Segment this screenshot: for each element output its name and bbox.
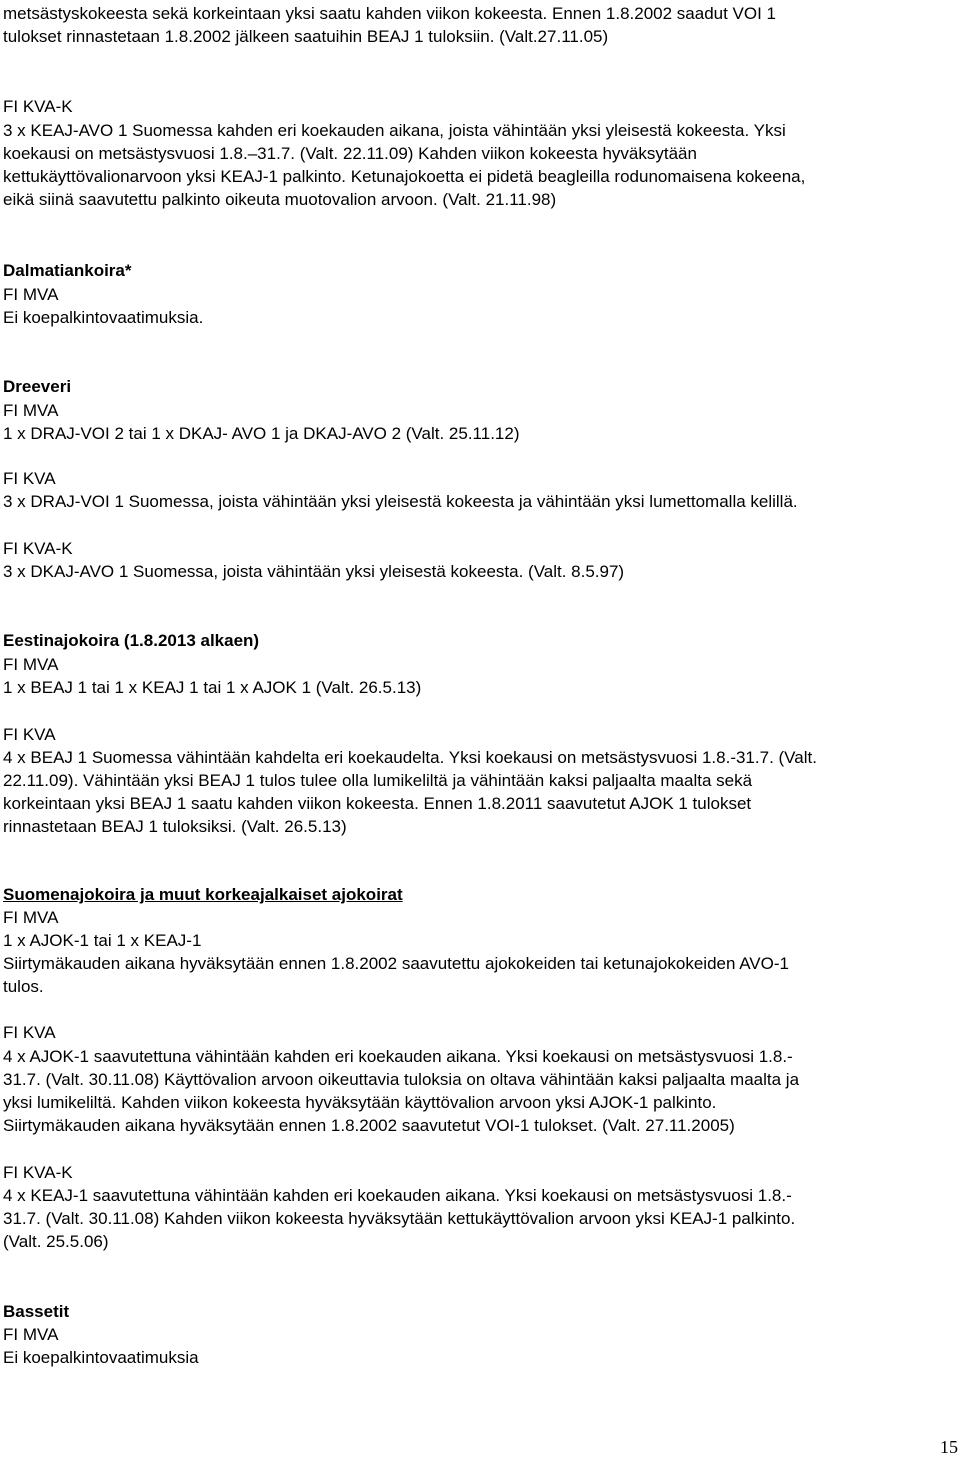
title-label: FI KVA xyxy=(3,469,56,488)
text-line: Siirtymäkauden aikana hyväksytään ennen 1.8.2002 saavutetut VOI-1 tulokset. (Valt. 27.11.2005) xyxy=(3,1116,735,1135)
title-label: FI KVA xyxy=(3,1023,56,1042)
text-line: 1 x BEAJ 1 tai 1 x KEAJ 1 tai 1 x AJOK 1 (Valt. 26.5.13) xyxy=(3,678,422,697)
title-label: FI MVA xyxy=(3,401,59,420)
title-label: FI MVA xyxy=(3,908,59,927)
text-line: Siirtymäkauden aikana hyväksytään ennen 1.8.2002 saavutettu ajokokeiden tai ketunajokokeiden AVO-1 xyxy=(3,954,789,973)
text-line: 4 x AJOK-1 saavutettuna vähintään kahden eri koekauden aikana. Yksi koekausi on metsästysvuosi 1.8.- xyxy=(3,1047,793,1066)
text-line: tulos. xyxy=(3,977,44,996)
text-line: (Valt. 25.5.06) xyxy=(3,1232,109,1251)
breed-heading: Dreeveri xyxy=(3,377,72,396)
text-line: 1 x AJOK-1 tai 1 x KEAJ-1 xyxy=(3,931,202,950)
text-line: yksi lumikeliltä. Kahden viikon kokeesta hyväksytään käyttövalion arvoon yksi AJOK-1 palkinto. xyxy=(3,1093,717,1112)
text-line: Ei koepalkintovaatimuksia xyxy=(3,1348,199,1367)
text-line: korkeintaan yksi BEAJ 1 saatu kahden viikon kokeesta. Ennen 1.8.2011 saavutetut AJOK 1 tulokset xyxy=(3,794,752,813)
title-label: FI MVA xyxy=(3,655,59,674)
page-number: 15 xyxy=(940,1437,958,1457)
text-line: tulokset rinnastetaan 1.8.2002 jälkeen saatuihin BEAJ 1 tuloksiin. (Valt.27.11.05) xyxy=(3,27,609,46)
text-line: 31.7. (Valt. 30.11.08) Kahden viikon kokeesta hyväksytään kettukäyttövalion arvoon yksi KEAJ-1 palkinto. xyxy=(3,1209,796,1228)
title-label: FI KVA-K xyxy=(3,1163,73,1182)
title-label: FI MVA xyxy=(3,1325,59,1344)
title-label: FI MVA xyxy=(3,285,59,304)
text-line: 3 x DRAJ-VOI 1 Suomessa, joista vähintään yksi yleisestä kokeesta ja vähintään yksi lumettomalla kelillä. xyxy=(3,492,798,511)
text-line: koekausi on metsästysvuosi 1.8.–31.7. (Valt. 22.11.09) Kahden viikon kokeesta hyväksytään xyxy=(3,144,697,163)
text-line: 4 x BEAJ 1 Suomessa vähintään kahdelta eri koekaudelta. Yksi koekausi on metsästysvuosi 1.8.-31.7. (Valt. xyxy=(3,748,817,767)
text-line: 1 x DRAJ-VOI 2 tai 1 x DKAJ- AVO 1 ja DKAJ-AVO 2 (Valt. 25.11.12) xyxy=(3,424,520,443)
text-line: eikä siinä saavutettu palkinto oikeuta muotovalion arvoon. (Valt. 21.11.98) xyxy=(3,190,557,209)
breed-heading: Suomenajokoira ja muut korkeajalkaiset ajokoirat xyxy=(3,885,403,904)
title-label: FI KVA-K xyxy=(3,539,73,558)
title-label: FI KVA xyxy=(3,725,56,744)
text-line: 4 x KEAJ-1 saavutettuna vähintään kahden eri koekauden aikana. Yksi koekausi on metsästysvuosi 1.8.- xyxy=(3,1186,792,1205)
text-line: 3 x DKAJ-AVO 1 Suomessa, joista vähintään yksi yleisestä kokeesta. (Valt. 8.5.97) xyxy=(3,562,625,581)
text-line: 31.7. (Valt. 30.11.08) Käyttövalion arvoon oikeuttavia tuloksia on oltava vähintään kaksi paljaalta maalta ja xyxy=(3,1070,800,1089)
text-line: metsästyskokeesta sekä korkeintaan yksi saatu kahden viikon kokeesta. Ennen 1.8.2002 saadut VOI 1 xyxy=(3,4,777,23)
text-line: kettukäyttövalionarvoon yksi KEAJ-1 palkinto. Ketunajokoetta ei pidetä beagleilla rodunomaisena kokeena, xyxy=(3,167,806,186)
breed-heading: Bassetit xyxy=(3,1302,70,1321)
text-line: rinnastetaan BEAJ 1 tuloksiksi. (Valt. 26.5.13) xyxy=(3,817,347,836)
text-line: Ei koepalkintovaatimuksia. xyxy=(3,308,204,327)
breed-heading: Eestinajokoira (1.8.2013 alkaen) xyxy=(3,631,260,650)
breed-heading: Dalmatiankoira* xyxy=(3,261,132,280)
text-line: 3 x KEAJ-AVO 1 Suomessa kahden eri koekauden aikana, joista vähintään yksi yleisestä kokeesta. Yksi xyxy=(3,121,786,140)
text-line: 22.11.09). Vähintään yksi BEAJ 1 tulos tulee olla lumikeliltä ja vähintään kaksi paljaalta maalta sekä xyxy=(3,771,753,790)
title-label: FI KVA-K xyxy=(3,97,73,116)
